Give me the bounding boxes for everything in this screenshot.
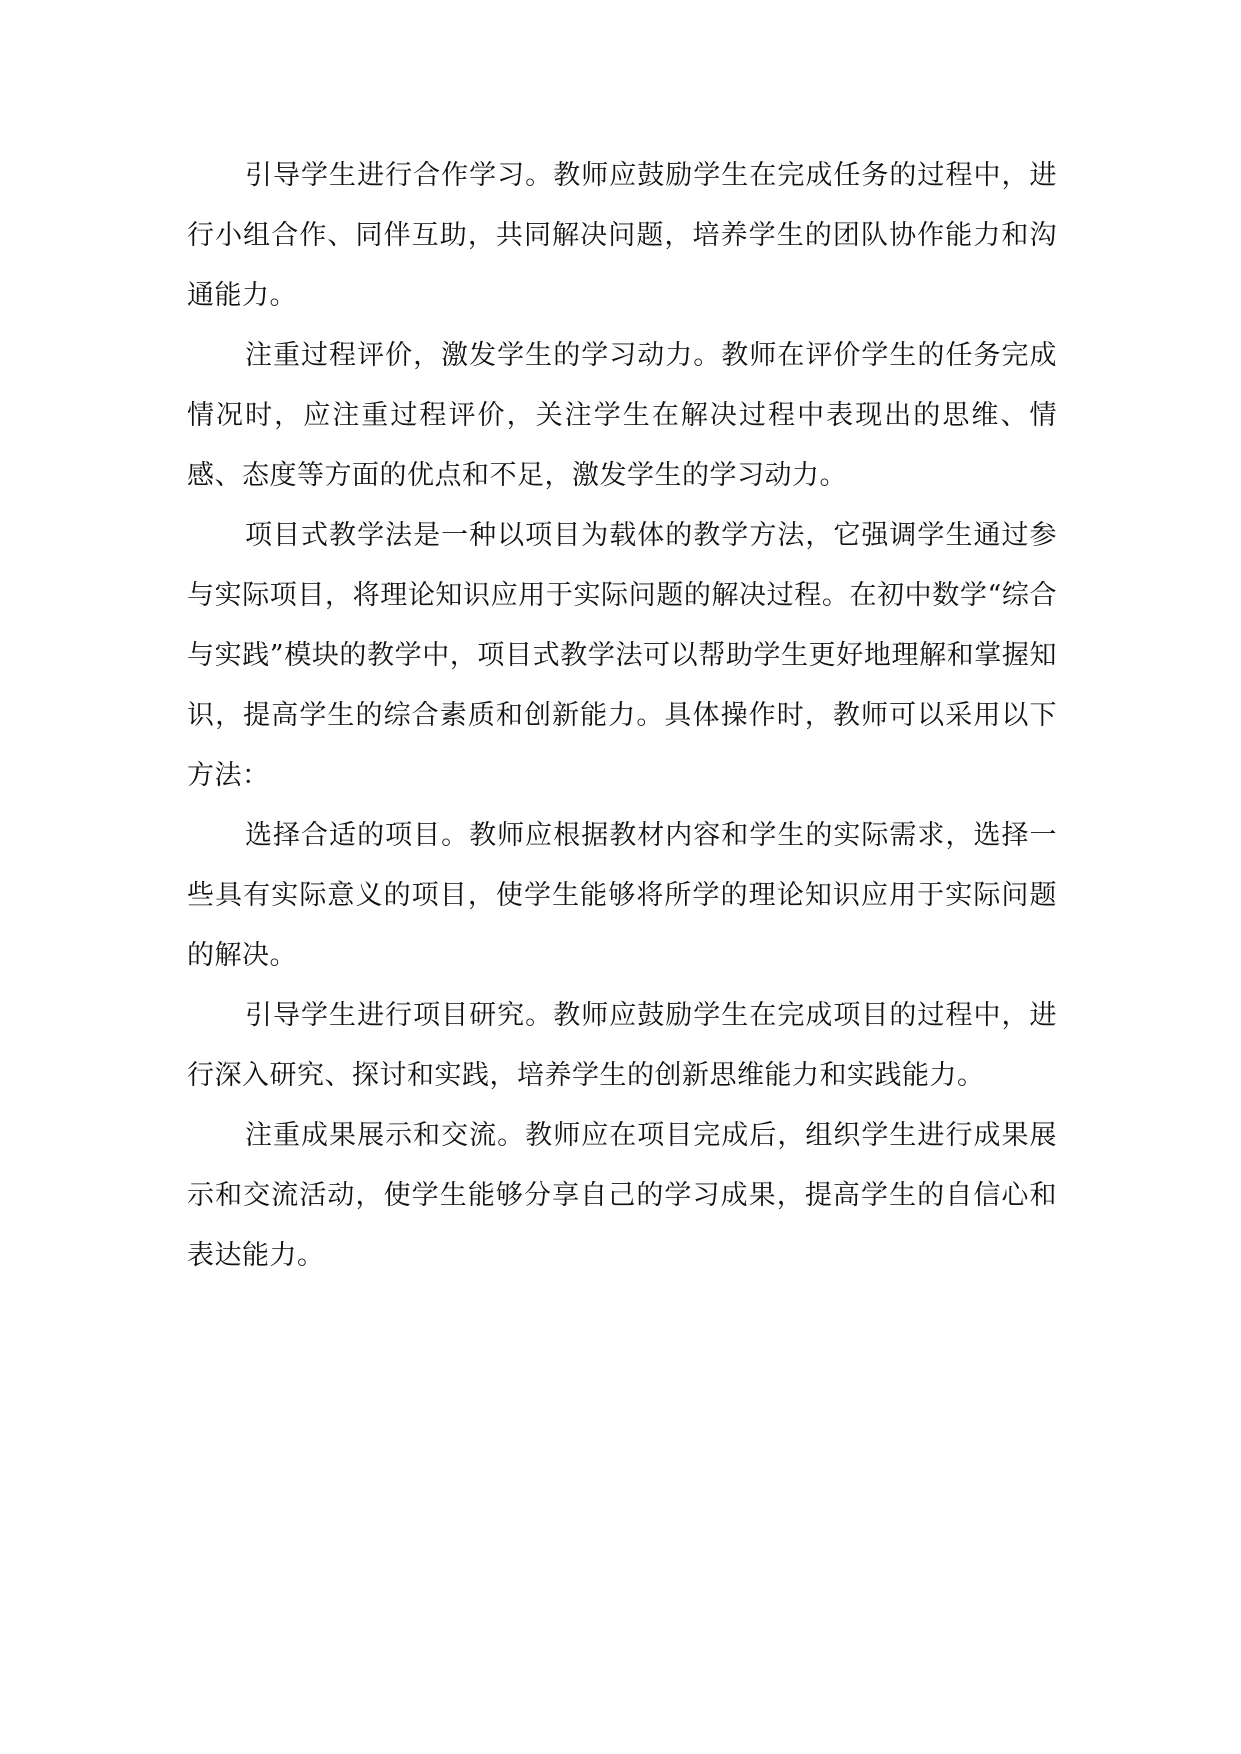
paragraph-cooperative-learning: 引导学生进行合作学习。教师应鼓励学生在完成任务的过程中，进行小组合作、同伴互助，共同解决问题，培养学生的团队协作能力和沟通能力。 <box>187 160 1057 311</box>
paragraph-project-research: 引导学生进行项目研究。教师应鼓励学生在完成项目的过程中，进行深入研究、探讨和实践，培养学生的创新思维能力和实践能力。 <box>187 1000 1057 1091</box>
paragraph-select-project: 选择合适的项目。教师应根据教材内容和学生的实际需求，选择一些具有实际意义的项目，使学生能够将所学的理论知识应用于实际问题的解决。 <box>187 820 1057 971</box>
paragraph-project-based-teaching: 项目式教学法是一种以项目为载体的教学方法，它强调学生通过参与实际项目，将理论知识应用于实际问题的解决过程。在初中数学“综合与实践”模块的教学中，项目式教学法可以帮助学生更好地理解和掌握知识，提高学生的综合素质和创新能力。具体操作时，教师可以采用以下方法： <box>187 520 1057 791</box>
body-text <box>187 146 1057 1286</box>
paragraph-process-evaluation: 注重过程评价，激发学生的学习动力。教师在评价学生的任务完成情况时，应注重过程评价，关注学生在解决过程中表现出的思维、情感、态度等方面的优点和不足，激发学生的学习动力。 <box>187 340 1057 491</box>
paragraph-results-sharing: 注重成果展示和交流。教师应在项目完成后，组织学生进行成果展示和交流活动，使学生能够分享自己的学习成果，提高学生的自信心和表达能力。 <box>187 1120 1057 1271</box>
